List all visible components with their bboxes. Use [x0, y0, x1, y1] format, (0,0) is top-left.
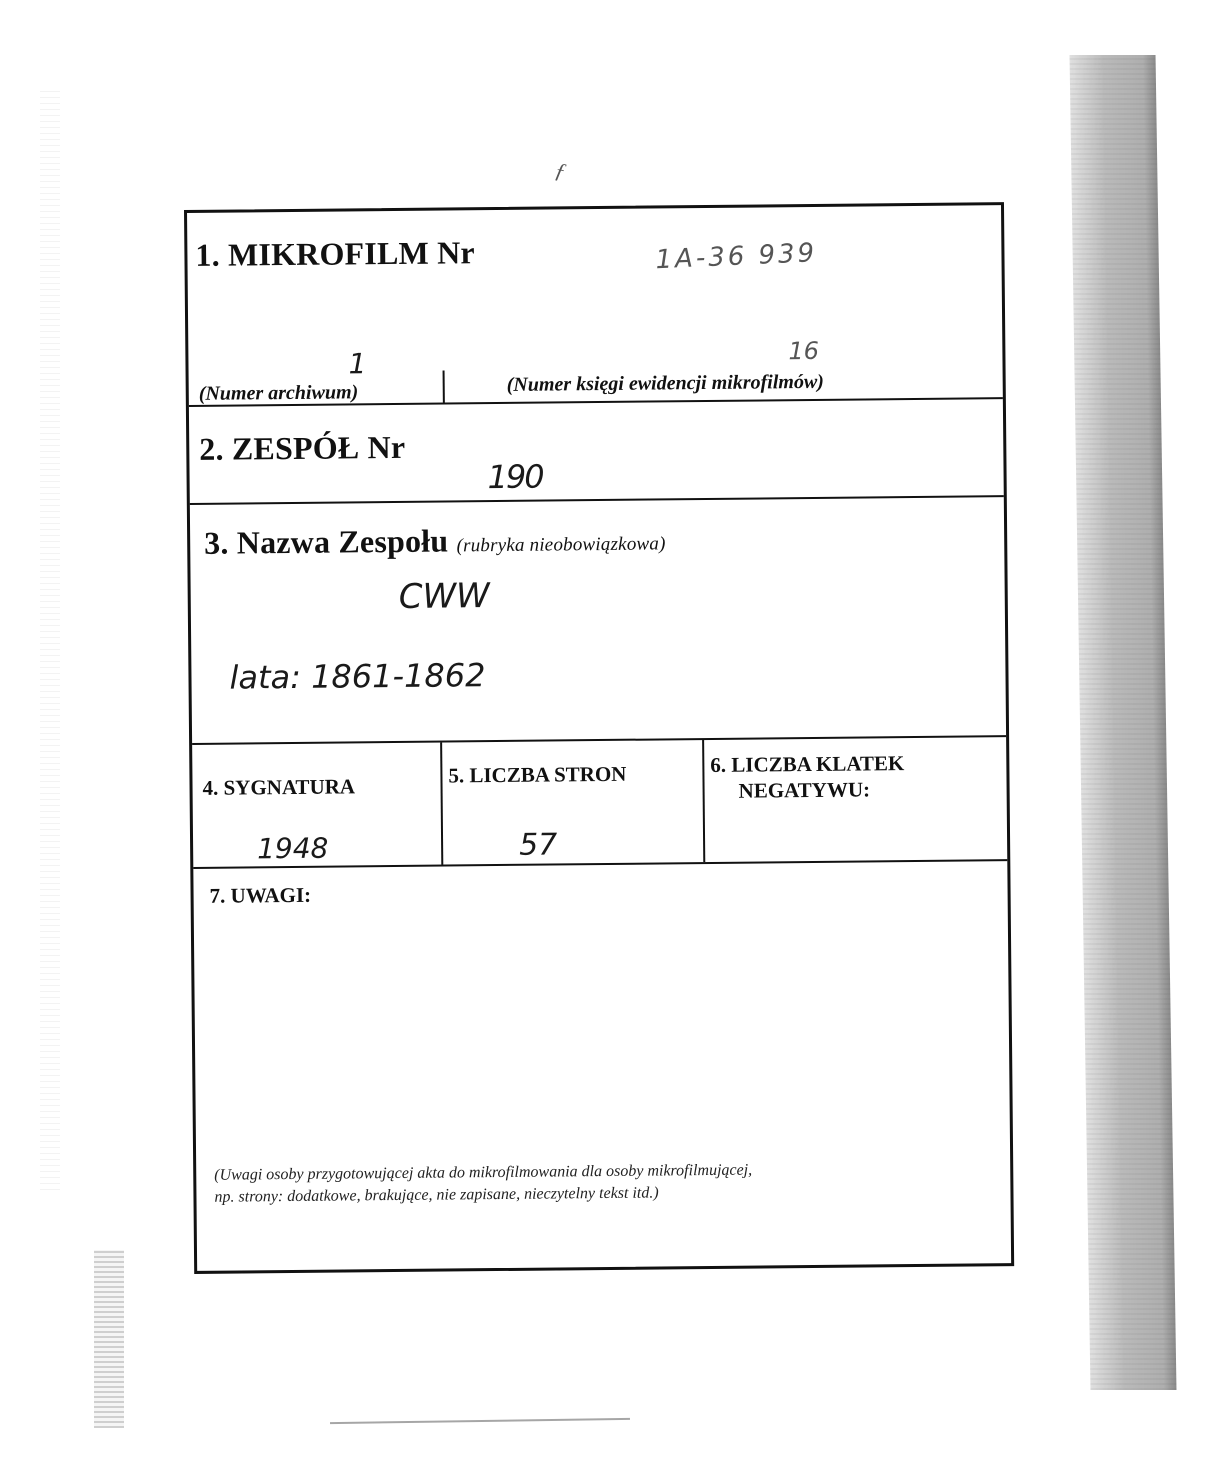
- negative-frames-cell: [702, 737, 1007, 862]
- negative-frames-heading-line2: NEGATYWU:: [738, 777, 871, 803]
- remarks-heading: 7. UWAGI:: [209, 882, 312, 908]
- signature-value: 1948: [256, 831, 329, 866]
- archive-number-value: 1: [348, 347, 367, 381]
- fonds-number-value: 190: [487, 457, 543, 497]
- scanner-edge-noise-left: [40, 90, 60, 1190]
- section-fonds-name: [190, 497, 1006, 745]
- register-number-label: (Numer księgi ewidencji mikrofilmów): [506, 370, 825, 396]
- remarks-instructions-line1: (Uwagi osoby przygotowującej akta do mikrofilmowania dla osoby mikrofilmującej,: [214, 1161, 753, 1184]
- page-count-value: 57: [518, 827, 558, 863]
- section-fonds-number: [189, 399, 1004, 505]
- field-divider: [443, 371, 445, 403]
- fonds-name-heading: [204, 520, 666, 561]
- signature-heading: 4. SYGNATURA: [202, 774, 356, 800]
- microfilm-number-value: 1A-36 939: [654, 238, 818, 276]
- page-count-cell: [440, 740, 703, 865]
- stray-mark: ƒ: [552, 157, 569, 184]
- scanner-edge-shadow-left-bottom: [94, 1250, 124, 1428]
- signature-cell: [192, 743, 441, 867]
- section-remarks: [193, 861, 1011, 1271]
- fonds-years-value: lata: 1861-1862: [229, 656, 486, 697]
- negative-frames-heading-line1: 6. LICZBA KLATEK: [710, 751, 905, 777]
- fonds-name-optional-note: (rubryka nieobowiązkowa): [456, 533, 666, 557]
- register-number-value: 16: [788, 336, 820, 366]
- fonds-number-heading: 2. ZESPÓŁ Nr: [199, 428, 406, 467]
- scanner-edge-shadow-right: [1070, 55, 1177, 1390]
- section-microfilm-number: [187, 205, 1003, 407]
- scanner-artifact-line: [330, 1418, 630, 1424]
- remarks-instructions-line2: np. strony: dodatkowe, brakujące, nie zapisane, nieczytelny tekst itd.): [214, 1184, 659, 1206]
- microfilm-number-heading: 1. MIKROFILM Nr: [195, 234, 475, 273]
- page-count-heading: 5. LICZBA STRON: [448, 761, 627, 788]
- remarks-instructions: [214, 1160, 752, 1209]
- fonds-name-value: CWW: [398, 576, 490, 617]
- archive-number-label: (Numer archiwum): [198, 381, 359, 405]
- fonds-name-title: 3. Nazwa Zespołu: [204, 522, 449, 561]
- microfilm-form: [184, 202, 1014, 1274]
- section-signature-pages-frames: [192, 737, 1007, 869]
